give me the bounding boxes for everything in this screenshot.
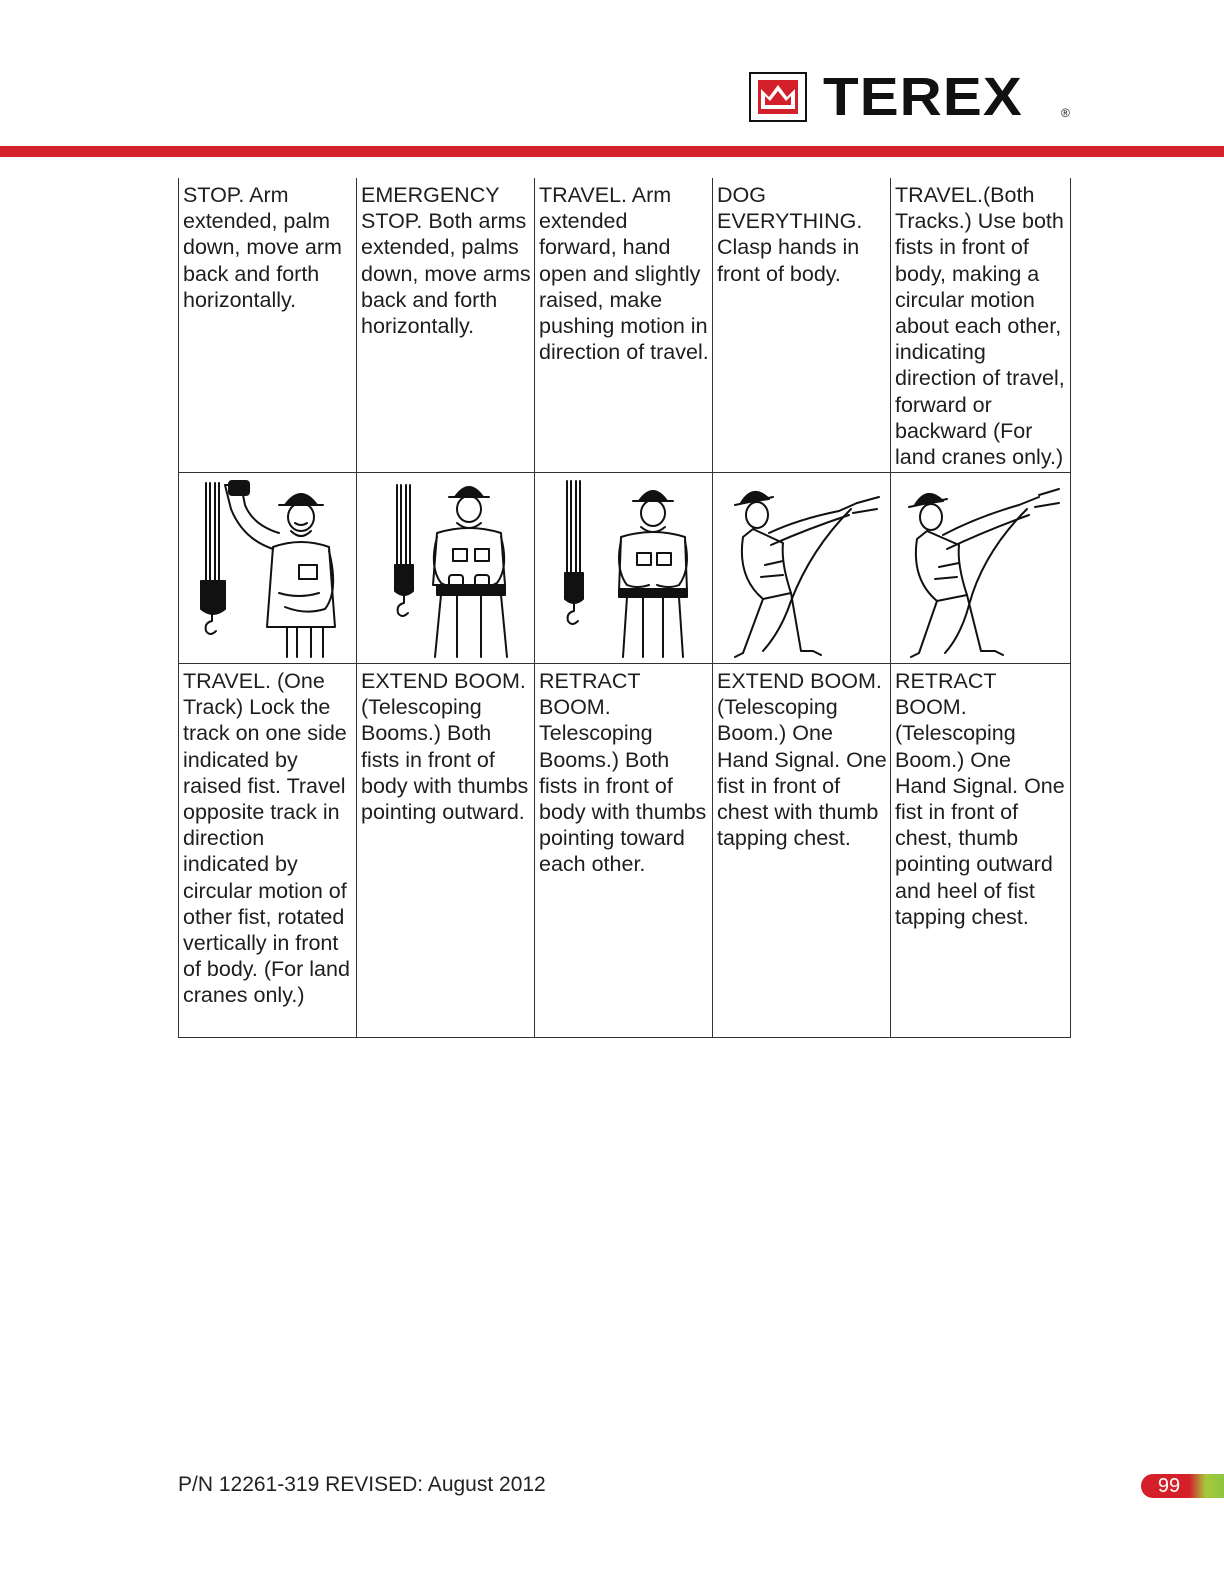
signal-illustration-cell (535, 473, 713, 664)
signal-illustration-cell (179, 473, 357, 664)
terex-crown-icon (749, 72, 807, 122)
signal-illustration-fists-thumbs-in (535, 473, 711, 663)
terex-logo (749, 67, 1070, 127)
table-row (179, 664, 1071, 1038)
table-row (179, 473, 1071, 664)
signal-illustration-cell (357, 473, 535, 664)
signal-description: EMERGENCY STOP. Both arms extended, palms down, move arms back and forth horizontally. (357, 178, 535, 473)
signal-illustration-one-hand-extend (713, 473, 889, 663)
page-number: 99 (1157, 1475, 1181, 1497)
signal-description: EXTEND BOOM. (Telescoping Booms.) Both fists in front of body with thumbs pointing outward. (357, 664, 535, 1038)
signal-illustration-fists-thumbs-out (357, 473, 533, 663)
signal-description: RETRACT BOOM. Telescoping Booms.) Both fists in front of body with thumbs pointing toward each other. (535, 664, 713, 1038)
signal-description: RETRACT BOOM. (Telescoping Boom.) One Hand Signal. One fist in front of chest, thumb pointing outward and heel of fist tapping chest. (891, 664, 1071, 1038)
signal-description: EXTEND BOOM. (Telescoping Boom.) One Hand Signal. One fist in front of chest with thumb tapping chest. (713, 664, 891, 1038)
signal-description: STOP. Arm extended, palm down, move arm back and forth horizontally. (179, 178, 357, 473)
signal-description: TRAVEL. (One Track) Lock the track on one side indicated by raised fist. Travel opposite track in direction indicated by circular motion of other fist, rotated vertically in front of body. (For land cranes only.) (179, 664, 357, 1038)
signal-illustration-cell (891, 473, 1071, 664)
table-row (179, 178, 1071, 473)
registered-mark: ® (1061, 106, 1070, 120)
signal-illustration-one-hand-retract (891, 473, 1067, 663)
terex-wordmark: TEREX (823, 67, 1023, 127)
part-number-revision: P/N 12261-319 REVISED: August 2012 (178, 1473, 546, 1496)
hand-signals-table (178, 178, 1071, 1038)
signal-illustration-cell (713, 473, 891, 664)
signal-description: TRAVEL.(Both Tracks.) Use both fists in front of body, making a circular motion about each other, indicating direction of travel, forward or backward (For land cranes only.) (891, 178, 1071, 473)
page-number-tab (1141, 1474, 1224, 1498)
signal-description: DOG EVERYTHING. Clasp hands in front of body. (713, 178, 891, 473)
header-rule (0, 146, 1224, 157)
signal-illustration-raised-fist (179, 473, 355, 663)
signal-description: TRAVEL. Arm extended forward, hand open and slightly raised, make pushing motion in direction of travel. (535, 178, 713, 473)
